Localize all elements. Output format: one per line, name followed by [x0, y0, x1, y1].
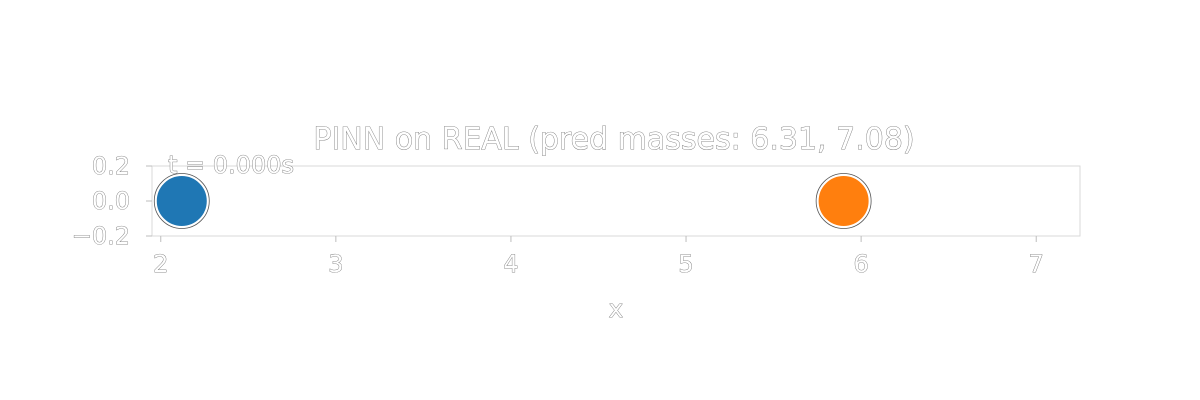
x-tick-label: 7	[1028, 250, 1044, 278]
y-tick-label: 0.0	[91, 187, 130, 215]
x-tick-label: 5	[678, 250, 694, 278]
x-tick-label: 2	[153, 250, 169, 278]
data-point-series-1	[154, 174, 209, 229]
x-axis-label: x	[608, 295, 624, 323]
time-annotation: t = 0.000s	[168, 151, 294, 179]
y-tick-label: −0.2	[71, 222, 130, 250]
x-tick-label: 6	[853, 250, 869, 278]
x-tick-label: 3	[328, 250, 344, 278]
data-point-series-2	[816, 174, 871, 229]
x-tick-label: 4	[503, 250, 519, 278]
mass-marker	[818, 175, 870, 227]
data-points	[154, 174, 871, 229]
mass-marker	[156, 175, 208, 227]
y-tick-label: 0.2	[91, 152, 130, 180]
chart-title: PINN on REAL (pred masses: 6.31, 7.08)	[313, 122, 915, 157]
